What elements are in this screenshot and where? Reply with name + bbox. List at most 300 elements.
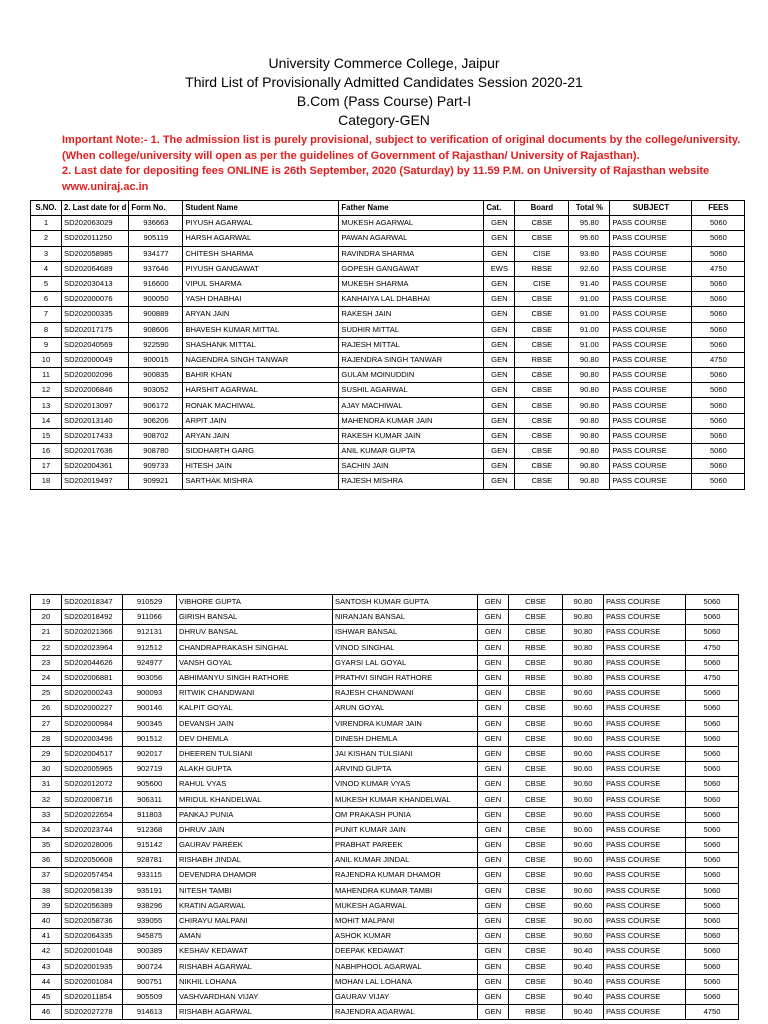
student-name-cell: NIKHIL LOHANA (177, 974, 333, 989)
total-percent-cell: 90.80 (563, 610, 604, 625)
total-percent-cell: 92.60 (569, 261, 610, 276)
category-cell: GEN (478, 701, 509, 716)
category-cell: GEN (478, 625, 509, 640)
fees-cell: 5060 (686, 838, 739, 853)
subject-cell: PASS COURSE (604, 746, 686, 761)
board-cell: CBSE (509, 853, 563, 868)
form-no-cell: 902719 (123, 762, 177, 777)
subject-cell: PASS COURSE (610, 428, 692, 443)
fees-cell: 4750 (686, 640, 739, 655)
father-name-cell: AJAY MACHIWAL (339, 398, 484, 413)
sno-cell: 13 (31, 398, 62, 413)
subject-cell: PASS COURSE (610, 383, 692, 398)
category-cell: GEN (478, 1005, 509, 1020)
sno-cell: 37 (31, 868, 62, 883)
category-cell: GEN (484, 216, 515, 231)
total-percent-cell: 90.80 (569, 383, 610, 398)
sno-cell: 6 (31, 292, 62, 307)
subject-cell: PASS COURSE (604, 989, 686, 1004)
father-name-cell: RAJESH CHANDWANI (333, 686, 478, 701)
father-name-cell: ISHWAR BANSAL (333, 625, 478, 640)
father-name-cell: ARVIND GUPTA (333, 762, 478, 777)
subject-cell: PASS COURSE (604, 868, 686, 883)
fees-cell: 5060 (686, 701, 739, 716)
student-name-cell: CHITESH SHARMA (183, 246, 339, 261)
father-name-cell: GAURAV VIJAY (333, 989, 478, 1004)
table-row (31, 640, 739, 655)
category-cell: GEN (484, 352, 515, 367)
category-cell: GEN (478, 716, 509, 731)
subject-cell: PASS COURSE (610, 292, 692, 307)
board-cell: CBSE (509, 777, 563, 792)
column-header-form-no: Form No. (129, 201, 183, 216)
form-no-cell: 900751 (123, 974, 177, 989)
total-percent-cell: 91.00 (569, 337, 610, 352)
board-cell: CBSE (515, 428, 569, 443)
category-cell: GEN (478, 670, 509, 685)
column-header-sno: S.NO. (31, 201, 62, 216)
roll-no-cell: SD202013140 (62, 413, 129, 428)
student-name-cell: MRIDUL KHANDELWAL (177, 792, 333, 807)
form-no-cell: 911066 (123, 610, 177, 625)
category-cell: GEN (478, 746, 509, 761)
board-cell: CBSE (515, 216, 569, 231)
student-name-cell: DEVANSH JAIN (177, 716, 333, 731)
board-cell: RBSE (509, 640, 563, 655)
table-row (31, 974, 739, 989)
father-name-cell: SUDHIR MITTAL (339, 322, 484, 337)
total-percent-cell: 90.40 (563, 959, 604, 974)
table-row (31, 989, 739, 1004)
table-row (31, 625, 739, 640)
total-percent-cell: 90.40 (563, 989, 604, 1004)
board-cell: CBSE (515, 474, 569, 489)
roll-no-cell: SD202006881 (62, 670, 123, 685)
fees-cell: 5060 (692, 337, 745, 352)
table-row (31, 746, 739, 761)
table-row (31, 701, 739, 716)
category-cell: GEN (478, 898, 509, 913)
roll-no-cell: SD202019497 (62, 474, 129, 489)
table-row (31, 731, 739, 746)
table-row (31, 413, 745, 428)
subject-cell: PASS COURSE (604, 731, 686, 746)
category-cell: GEN (484, 276, 515, 291)
fees-cell: 5060 (686, 944, 739, 959)
fees-cell: 5060 (686, 762, 739, 777)
table-row (31, 959, 739, 974)
fees-cell: 4750 (692, 261, 745, 276)
subject-cell: PASS COURSE (610, 261, 692, 276)
roll-no-cell: SD202018347 (62, 595, 123, 610)
board-cell: RBSE (509, 1005, 563, 1020)
subject-cell: PASS COURSE (610, 322, 692, 337)
board-cell: CBSE (515, 231, 569, 246)
student-name-cell: CHIRAYU MALPANI (177, 913, 333, 928)
sno-cell: 23 (31, 655, 62, 670)
sno-cell: 44 (31, 974, 62, 989)
board-cell: CBSE (515, 459, 569, 474)
form-no-cell: 900015 (129, 352, 183, 367)
category-cell: GEN (484, 398, 515, 413)
table-body (31, 216, 745, 489)
subject-cell: PASS COURSE (604, 625, 686, 640)
fees-cell: 5060 (692, 216, 745, 231)
table-row (31, 352, 745, 367)
board-cell: CBSE (515, 444, 569, 459)
total-percent-cell: 90.60 (563, 746, 604, 761)
category-cell: GEN (478, 762, 509, 777)
total-percent-cell: 90.60 (563, 792, 604, 807)
roll-no-cell: SD202004361 (62, 459, 129, 474)
form-no-cell: 900093 (123, 686, 177, 701)
subject-cell: PASS COURSE (610, 368, 692, 383)
board-cell: CBSE (509, 974, 563, 989)
board-cell: CISE (515, 246, 569, 261)
student-name-cell: VIPUL SHARMA (183, 276, 339, 291)
table-row (31, 337, 745, 352)
board-cell: CBSE (509, 883, 563, 898)
category-cell: GEN (484, 231, 515, 246)
student-name-cell: DEVENDRA DHAMOR (177, 868, 333, 883)
form-no-cell: 911803 (123, 807, 177, 822)
category-cell: GEN (484, 337, 515, 352)
form-no-cell: 912512 (123, 640, 177, 655)
roll-no-cell: SD202001048 (62, 944, 123, 959)
subject-cell: PASS COURSE (610, 352, 692, 367)
form-no-cell: 900724 (123, 959, 177, 974)
fees-cell: 5060 (692, 292, 745, 307)
category-cell: GEN (484, 383, 515, 398)
student-name-cell: DHRUV BANSAL (177, 625, 333, 640)
category-cell: GEN (478, 822, 509, 837)
form-no-cell: 900889 (129, 307, 183, 322)
father-name-cell: RAKESH KUMAR JAIN (339, 428, 484, 443)
table-row (31, 276, 745, 291)
board-cell: CBSE (509, 792, 563, 807)
father-name-cell: PAWAN AGARWAL (339, 231, 484, 246)
form-no-cell: 900146 (123, 701, 177, 716)
board-cell: CBSE (509, 929, 563, 944)
fees-cell: 5060 (686, 686, 739, 701)
roll-no-cell: SD202058985 (62, 246, 129, 261)
sno-cell: 43 (31, 959, 62, 974)
subject-cell: PASS COURSE (604, 701, 686, 716)
father-name-cell: RAKESH JAIN (339, 307, 484, 322)
column-header-father-name: Father Name (339, 201, 484, 216)
sno-cell: 35 (31, 838, 62, 853)
form-no-cell: 937646 (129, 261, 183, 276)
roll-no-cell: SD202000984 (62, 716, 123, 731)
sno-cell: 30 (31, 762, 62, 777)
father-name-cell: PRABHAT PAREEK (333, 838, 478, 853)
subject-cell: PASS COURSE (604, 670, 686, 685)
total-percent-cell: 90.60 (563, 883, 604, 898)
subject-cell: PASS COURSE (604, 838, 686, 853)
form-no-cell: 903052 (129, 383, 183, 398)
form-no-cell: 906206 (129, 413, 183, 428)
total-percent-cell: 90.80 (569, 444, 610, 459)
roll-no-cell: SD202011854 (62, 989, 123, 1004)
sno-cell: 15 (31, 428, 62, 443)
table-row (31, 307, 745, 322)
fees-cell: 5060 (686, 595, 739, 610)
table-row (31, 383, 745, 398)
roll-no-cell: SD202012072 (62, 777, 123, 792)
board-cell: CBSE (509, 701, 563, 716)
father-name-cell: MOHAN LAL LOHANA (333, 974, 478, 989)
fees-cell: 5060 (692, 459, 745, 474)
student-name-cell: BAHIR KHAN (183, 368, 339, 383)
board-cell: CBSE (509, 944, 563, 959)
category-cell: GEN (478, 655, 509, 670)
table-row (31, 368, 745, 383)
fees-cell: 5060 (692, 398, 745, 413)
board-cell: CBSE (515, 413, 569, 428)
form-no-cell: 901512 (123, 731, 177, 746)
roll-no-cell: SD202022654 (62, 807, 123, 822)
student-name-cell: ARYAN JAIN (183, 428, 339, 443)
admission-table-page-1 (30, 200, 745, 490)
category-cell: GEN (484, 428, 515, 443)
roll-no-cell: SD202023964 (62, 640, 123, 655)
father-name-cell: ASHOK KUMAR (333, 929, 478, 944)
sno-cell: 31 (31, 777, 62, 792)
sno-cell: 5 (31, 276, 62, 291)
father-name-cell: NABHPHOOL AGARWAL (333, 959, 478, 974)
form-no-cell: 905509 (123, 989, 177, 1004)
total-percent-cell: 90.60 (563, 838, 604, 853)
note-line: 2. Last date for depositing fees ONLINE is 26th September, 2020 (Saturday) by 11.59 P.M. on University of Rajasthan website (62, 165, 710, 177)
father-name-cell: GULAM MOINUDDIN (339, 368, 484, 383)
total-percent-cell: 90.60 (563, 929, 604, 944)
board-cell: CBSE (515, 337, 569, 352)
father-name-cell: RAVINDRA SHARMA (339, 246, 484, 261)
subject-cell: PASS COURSE (604, 716, 686, 731)
total-percent-cell: 90.80 (563, 655, 604, 670)
board-cell: CBSE (509, 762, 563, 777)
board-cell: CBSE (515, 398, 569, 413)
sno-cell: 1 (31, 216, 62, 231)
roll-no-cell: SD202000049 (62, 352, 129, 367)
sno-cell: 25 (31, 686, 62, 701)
roll-no-cell: SD202021366 (62, 625, 123, 640)
table-row (31, 246, 745, 261)
roll-no-cell: SD202004517 (62, 746, 123, 761)
form-no-cell: 933115 (123, 868, 177, 883)
father-name-cell: GYARSI LAL GOYAL (333, 655, 478, 670)
fees-cell: 5060 (686, 929, 739, 944)
board-cell: CBSE (515, 368, 569, 383)
form-no-cell: 922590 (129, 337, 183, 352)
category-cell: GEN (484, 413, 515, 428)
total-percent-cell: 90.60 (563, 898, 604, 913)
roll-no-cell: SD202063029 (62, 216, 129, 231)
subject-cell: PASS COURSE (604, 807, 686, 822)
sno-cell: 40 (31, 913, 62, 928)
subject-cell: PASS COURSE (610, 444, 692, 459)
student-name-cell: HARSHIT AGARWAL (183, 383, 339, 398)
roll-no-cell: SD202018492 (62, 610, 123, 625)
father-name-cell: NIRANJAN BANSAL (333, 610, 478, 625)
important-note (62, 133, 752, 195)
roll-no-cell: SD202008716 (62, 792, 123, 807)
form-no-cell: 924977 (123, 655, 177, 670)
student-name-cell: PIYUSH AGARWAL (183, 216, 339, 231)
roll-no-cell: SD202003496 (62, 731, 123, 746)
student-name-cell: SHASHANK MITTAL (183, 337, 339, 352)
sno-cell: 19 (31, 595, 62, 610)
column-header-board: Board (515, 201, 569, 216)
form-no-cell: 905600 (123, 777, 177, 792)
fees-cell: 5060 (686, 625, 739, 640)
form-no-cell: 934177 (129, 246, 183, 261)
table-row (31, 883, 739, 898)
fees-cell: 5060 (686, 746, 739, 761)
fees-cell: 5060 (692, 474, 745, 489)
category-cell: GEN (478, 838, 509, 853)
total-percent-cell: 90.60 (563, 777, 604, 792)
fees-cell: 5060 (686, 822, 739, 837)
total-percent-cell: 90.60 (563, 853, 604, 868)
fees-cell: 5060 (692, 383, 745, 398)
total-percent-cell: 90.80 (563, 625, 604, 640)
board-cell: CBSE (509, 610, 563, 625)
form-no-cell: 938296 (123, 898, 177, 913)
sno-cell: 21 (31, 625, 62, 640)
board-cell: CBSE (509, 838, 563, 853)
subject-cell: PASS COURSE (610, 276, 692, 291)
column-header-category: Cat. (484, 201, 515, 216)
board-cell: CBSE (509, 959, 563, 974)
student-name-cell: CHANDRAPRAKASH SINGHAL (177, 640, 333, 655)
roll-no-cell: SD202013097 (62, 398, 129, 413)
form-no-cell: 914613 (123, 1005, 177, 1020)
fees-cell: 5060 (692, 322, 745, 337)
category-cell: GEN (478, 959, 509, 974)
board-cell: CBSE (509, 731, 563, 746)
category-cell: GEN (484, 459, 515, 474)
fees-cell: 5060 (686, 853, 739, 868)
total-percent-cell: 90.40 (563, 974, 604, 989)
board-cell: CBSE (509, 868, 563, 883)
table-row (31, 444, 745, 459)
roll-no-cell: SD202023744 (62, 822, 123, 837)
father-name-cell: MOHIT MALPANI (333, 913, 478, 928)
sno-cell: 22 (31, 640, 62, 655)
father-name-cell: MUKESH KUMAR KHANDELWAL (333, 792, 478, 807)
total-percent-cell: 90.80 (569, 413, 610, 428)
category-cell: GEN (478, 686, 509, 701)
father-name-cell: RAJENDRA KUMAR DHAMOR (333, 868, 478, 883)
father-name-cell: MUKESH AGARWAL (339, 216, 484, 231)
form-no-cell: 905119 (129, 231, 183, 246)
board-cell: CBSE (515, 307, 569, 322)
sno-cell: 41 (31, 929, 62, 944)
form-no-cell: 935191 (123, 883, 177, 898)
total-percent-cell: 90.80 (569, 474, 610, 489)
father-name-cell: ANIL KUMAR GUPTA (339, 444, 484, 459)
student-name-cell: RITWIK CHANDWANI (177, 686, 333, 701)
roll-no-cell: SD202000076 (62, 292, 129, 307)
student-name-cell: PIYUSH GANGAWAT (183, 261, 339, 276)
fees-cell: 5060 (686, 989, 739, 1004)
note-link[interactable]: www.uniraj.ac.in (62, 180, 149, 193)
total-percent-cell: 90.60 (563, 913, 604, 928)
category-cell: GEN (478, 807, 509, 822)
table-row (31, 853, 739, 868)
student-name-cell: BHAVESH KUMAR MITTAL (183, 322, 339, 337)
roll-no-cell: SD202044626 (62, 655, 123, 670)
category-cell: GEN (478, 989, 509, 1004)
form-no-cell: 906172 (129, 398, 183, 413)
father-name-cell: RAJENDRA AGARWAL (333, 1005, 478, 1020)
subject-cell: PASS COURSE (604, 1005, 686, 1020)
father-name-cell: GOPESH GANGAWAT (339, 261, 484, 276)
student-name-cell: RISHABH AGARWAL (177, 1005, 333, 1020)
form-no-cell: 908606 (129, 322, 183, 337)
subject-cell: PASS COURSE (610, 307, 692, 322)
board-cell: RBSE (509, 670, 563, 685)
category-cell: GEN (478, 883, 509, 898)
form-no-cell: 908780 (129, 444, 183, 459)
total-percent-cell: 91.00 (569, 307, 610, 322)
student-name-cell: ARYAN JAIN (183, 307, 339, 322)
father-name-cell: JAI KISHAN TULSIANI (333, 746, 478, 761)
board-cell: CBSE (509, 898, 563, 913)
table-row (31, 595, 739, 610)
roll-no-cell: SD202030413 (62, 276, 129, 291)
sno-cell: 2 (31, 231, 62, 246)
roll-no-cell: SD202027278 (62, 1005, 123, 1020)
sno-cell: 27 (31, 716, 62, 731)
total-percent-cell: 95.60 (569, 231, 610, 246)
column-header-total-percent: Total % (569, 201, 610, 216)
fees-cell: 4750 (692, 352, 745, 367)
fees-cell: 5060 (692, 368, 745, 383)
board-cell: CBSE (509, 913, 563, 928)
fees-cell: 5060 (686, 610, 739, 625)
category-cell: GEN (478, 944, 509, 959)
form-no-cell: 945875 (123, 929, 177, 944)
course-name: B.Com (Pass Course) Part-I (296, 93, 472, 109)
roll-no-cell: SD202028006 (62, 838, 123, 853)
fees-cell: 5060 (692, 428, 745, 443)
student-name-cell: DHEEREN TULSIANI (177, 746, 333, 761)
subject-cell: PASS COURSE (604, 959, 686, 974)
board-cell: CBSE (515, 322, 569, 337)
table-row (31, 428, 745, 443)
total-percent-cell: 90.60 (563, 716, 604, 731)
form-no-cell: 912131 (123, 625, 177, 640)
sno-cell: 46 (31, 1005, 62, 1020)
roll-no-cell: SD202058139 (62, 883, 123, 898)
form-no-cell: 939055 (123, 913, 177, 928)
student-name-cell: RONAK MACHIWAL (183, 398, 339, 413)
student-name-cell: ALAKH GUPTA (177, 762, 333, 777)
sno-cell: 10 (31, 352, 62, 367)
form-no-cell: 912368 (123, 822, 177, 837)
father-name-cell: SACHIN JAIN (339, 459, 484, 474)
student-name-cell: NITESH TAMBI (177, 883, 333, 898)
table-row (31, 1005, 739, 1020)
board-cell: CBSE (509, 807, 563, 822)
total-percent-cell: 90.80 (569, 459, 610, 474)
total-percent-cell: 90.80 (563, 595, 604, 610)
roll-no-cell: SD202058736 (62, 913, 123, 928)
column-header-subject: SUBJECT (610, 201, 692, 216)
board-cell: CBSE (515, 383, 569, 398)
